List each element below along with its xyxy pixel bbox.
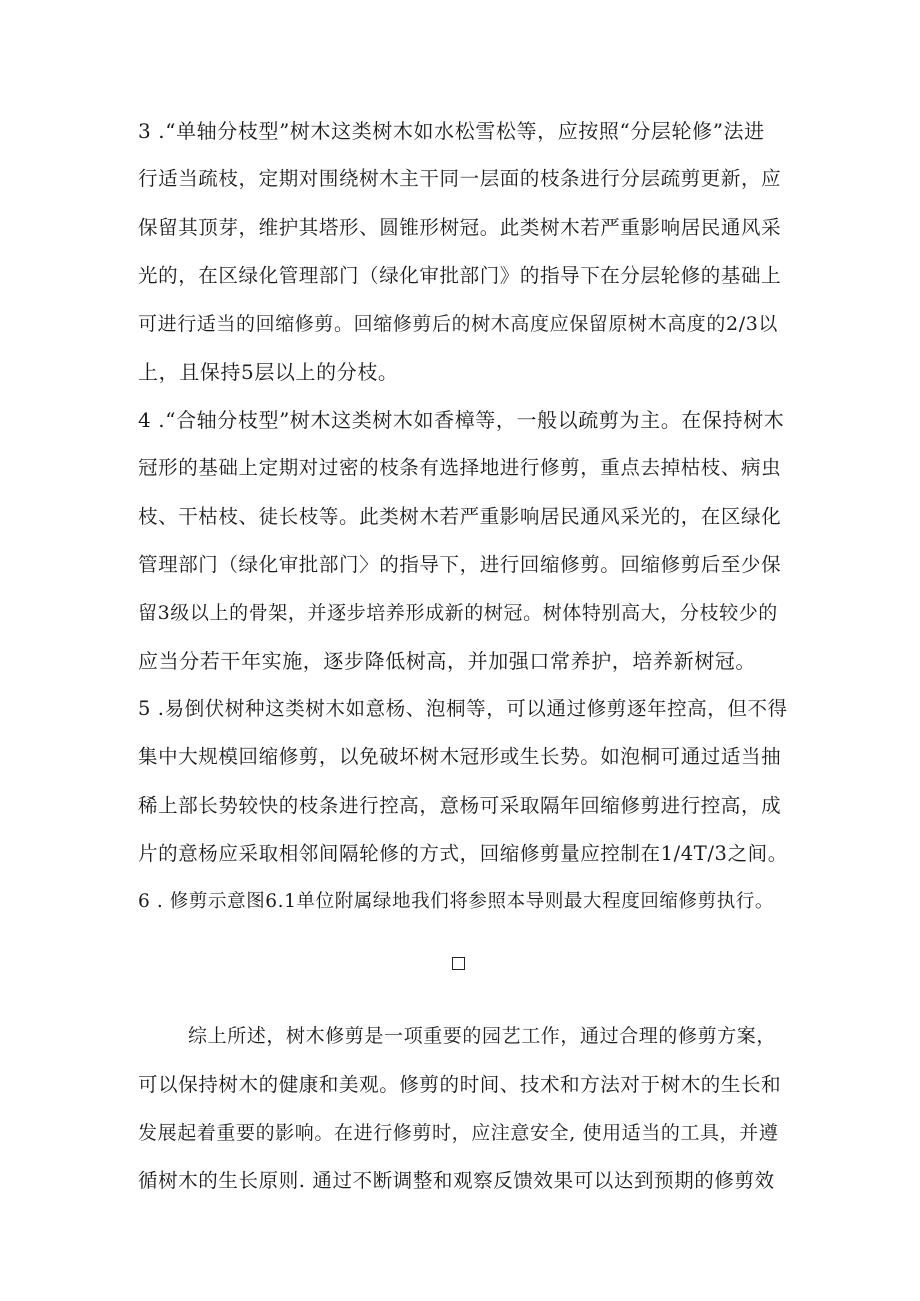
paragraph-3-line-4: 光的，在区绿化管理部门（绿化审批部门》的指导下在分层轮修的基础上	[138, 264, 782, 287]
paragraph-3-line-3: 保留其顶芽，维护其塔形、圆锥形树冠。此类树木若严重影响居民通风采	[138, 216, 782, 239]
paragraph-5-line-4: 片的意杨应采取相邻间隔轮修的方式，回缩修剪量应控制在1/4T/3之间。	[138, 842, 788, 865]
summary-line-3: 发展起着重要的影响。在进行修剪时，应注意安全, 使用适当的工具，并遵	[138, 1122, 779, 1144]
paragraph-5-line-1: 5 .易倒伏树种这类树木如意杨、泡桐等，可以通过修剪逐年控高，但不得	[138, 697, 788, 720]
paragraph-3-line-2: 行适当疏枝，定期对围绕树木主干同一层面的枝条进行分层疏剪更新，应	[138, 167, 782, 190]
paragraph-4-line-2: 冠形的基础上定期对过密的枝条有选择地进行修剪，重点去掉枯枝、病虫	[138, 456, 782, 479]
paragraph-4-line-4: 管理部门（绿化审批部门〉的指导下，进行回缩修剪。回缩修剪后至少保	[138, 553, 782, 576]
paragraph-3-line-5: 可进行适当的回缩修剪。回缩修剪后的树木高度应保留原树木高度的2/3以	[138, 313, 778, 335]
paragraph-5-line-3: 稀上部长势较快的枝条进行控高，意杨可采取隔年回缩修剪进行控高，成	[138, 794, 782, 817]
paragraph-5-line-2: 集中大规模回缩修剪，以免破坏树木冠形或生长势。如泡桐可通过适当抽	[138, 745, 782, 768]
paragraph-4-line-3: 枝、干枯枝、徒长枝等。此类树木若严重影响居民通风采光的，在区绿化	[138, 505, 782, 528]
figure-placeholder-icon	[452, 957, 465, 970]
paragraph-3-line-6: 上，且保持5层以上的分枝。	[138, 360, 399, 384]
paragraph-4-line-5: 留3级以上的骨架，并逐步培养形成新的树冠。树体特别高大，分枝较少的	[138, 602, 778, 624]
paragraph-3-line-1: 3 .“单轴分枝型”树木这类树木如水松雪松等，应按照“分层轮修”法进	[138, 119, 765, 143]
paragraph-6-line-1: 6 . 修剪示意图6.1单位附属绿地我们将参照本导则最大程度回缩修剪执行。	[138, 891, 775, 912]
summary-line-4: 循树木的生长原则. 通过不断调整和观察反馈效果可以达到预期的修剪效	[138, 1169, 775, 1192]
summary-line-1: 综上所述，树木修剪是一项重要的园艺工作，通过合理的修剪方案，	[188, 1025, 777, 1047]
paragraph-4-line-6: 应当分若干年实施，逐步降低树高，并加强口常养护，培养新树冠。	[138, 649, 756, 673]
summary-line-2: 可以保持树木的健康和美观。修剪的时间、技术和方法对于树木的生长和	[138, 1073, 782, 1096]
paragraph-4-line-1: 4 .“合轴分枝型”树木这类树木如香樟等，一般以疏剪为主。在保持树木	[138, 408, 785, 432]
